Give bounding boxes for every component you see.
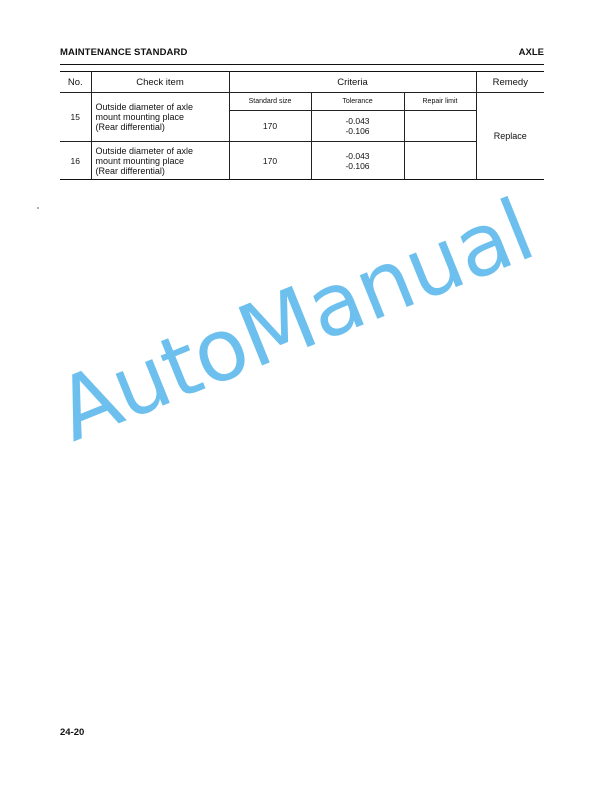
- check-item: [91, 93, 229, 142]
- tolerance-value: [311, 142, 404, 180]
- check-item: [91, 142, 229, 180]
- maintenance-standard-table: [60, 71, 544, 180]
- standard-size-value: 170: [229, 142, 311, 180]
- row-number: 16: [60, 142, 91, 180]
- tolerance-lower: -0.106: [345, 160, 370, 171]
- check-item-line: Outside diameter of axle: [95, 102, 194, 112]
- section-title: MAINTENANCE STANDARD: [60, 47, 188, 58]
- tolerance-value: [311, 111, 404, 142]
- tolerance-lower: -0.106: [345, 126, 370, 136]
- check-item-line: Outside diameter of axle: [95, 145, 194, 156]
- tolerance-upper: -0.043: [345, 150, 370, 161]
- subheader-repair-limit: Repair limit: [404, 93, 476, 111]
- check-item-line: (Rear differential): [95, 122, 165, 132]
- repair-limit-value: [404, 142, 476, 180]
- subheader-standard-size: Standard size: [229, 93, 311, 111]
- tolerance-upper: -0.043: [345, 116, 370, 126]
- table-row: [60, 93, 544, 111]
- scan-speck: [37, 207, 39, 209]
- page-number: 24-20: [60, 727, 85, 738]
- check-item-line: mount mounting place: [95, 155, 185, 166]
- watermark: AutoManual: [43, 180, 547, 462]
- subheader-tolerance: Tolerance: [311, 93, 404, 111]
- page-header: [60, 47, 544, 61]
- check-item-line: mount mounting place: [95, 112, 185, 122]
- table-header-row: [60, 72, 544, 93]
- table-row: [60, 142, 544, 180]
- remedy-cell: Replace: [476, 93, 544, 180]
- col-header-check-item: Check item: [91, 72, 229, 93]
- chapter-title: AXLE: [518, 47, 544, 58]
- col-header-criteria: Criteria: [229, 72, 476, 93]
- col-header-remedy: Remedy: [476, 72, 544, 93]
- repair-limit-value: [404, 111, 476, 142]
- check-item-line: (Rear differential): [95, 165, 165, 176]
- standard-size-value: 170: [229, 111, 311, 142]
- col-header-no: No.: [60, 72, 91, 93]
- row-number: 15: [60, 93, 91, 142]
- header-rule: [60, 64, 544, 65]
